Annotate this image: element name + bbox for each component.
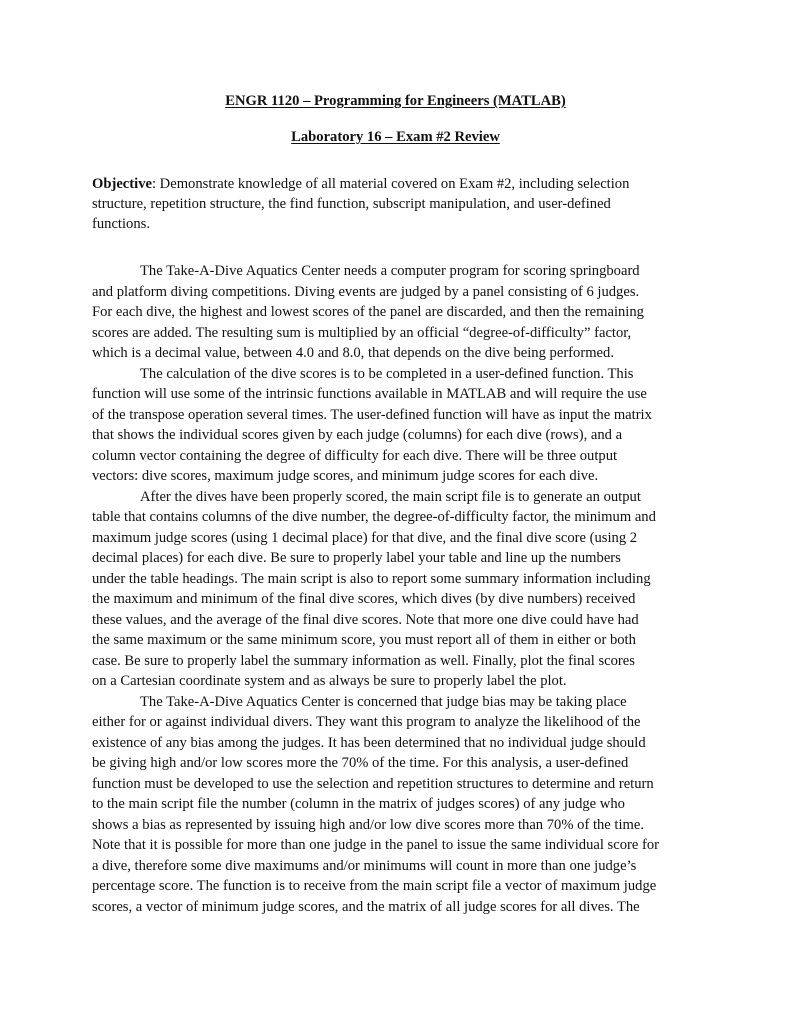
paragraph-line: of the transpose operation several times. The user-defined function will have as input the matrix bbox=[92, 406, 652, 423]
objective-line-2: structure, repetition structure, the find function, subscript manipulation, and user-defined bbox=[92, 196, 611, 212]
paragraph-line: scores, a vector of minimum judge scores, and the matrix of all judge scores for all dives. The bbox=[92, 898, 640, 915]
document-subtitle: Laboratory 16 – Exam #2 Review bbox=[291, 129, 500, 145]
objective-text: : Demonstrate knowledge of all material covered on Exam #2, including selection bbox=[151, 176, 630, 192]
paragraph-line: either for or against individual divers. They want this program to analyze the likelihood of the bbox=[92, 714, 641, 730]
paragraph-line: After the dives have been properly scored, the main script file is to generate an output bbox=[140, 488, 641, 505]
paragraph-line: these values, and the average of the final dive scores. Note that more one dive could have had bbox=[92, 611, 639, 628]
paragraph-line: be giving high and/or low scores more the 70% of the time. For this analysis, a user-defined bbox=[92, 755, 629, 771]
paragraph-line: scores are added. The resulting sum is multiplied by an official “degree-of-difficulty” factor, bbox=[92, 324, 632, 341]
objective-label: Objective bbox=[92, 176, 152, 192]
paragraph-line: maximum judge scores (using 1 decimal place) for that dive, and the final dive score (using 2 bbox=[92, 529, 638, 546]
paragraph-line: under the table headings. The main script is also to report some summary information including bbox=[92, 570, 651, 587]
paragraph-line: that shows the individual scores given by each judge (columns) for each dive (rows), and a bbox=[92, 427, 623, 443]
paragraph-line: Note that it is possible for more than one judge in the panel to issue the same individual score for bbox=[92, 837, 659, 853]
paragraph-line: table that contains columns of the dive number, the degree-of-difficulty factor, the minimum and bbox=[92, 509, 656, 525]
document-title: ENGR 1120 – Programming for Engineers (MATLAB) bbox=[225, 93, 566, 109]
paragraph-line: For each dive, the highest and lowest scores of the panel are discarded, and then the remaining bbox=[92, 304, 644, 320]
paragraph-line: on a Cartesian coordinate system and as always be sure to properly label the plot. bbox=[92, 673, 567, 689]
objective-line-3: functions. bbox=[92, 216, 150, 232]
paragraph-line: which is a decimal value, between 4.0 and 8.0, that depends on the dive being performed. bbox=[92, 345, 614, 361]
paragraph-line: decimal places) for each dive. Be sure to properly label your table and line up the numbers bbox=[92, 550, 621, 566]
paragraph-line: to the main script file the number (column in the matrix of judges scores) of any judge who bbox=[92, 796, 625, 812]
paragraph-line: The calculation of the dive scores is to be completed in a user-defined function. This bbox=[140, 365, 634, 382]
paragraph-line: case. Be sure to properly label the summary information as well. Finally, plot the final scores bbox=[92, 652, 635, 669]
paragraph-line: column vector containing the degree of difficulty for each dive. There will be three output bbox=[92, 447, 618, 464]
paragraph-line: the maximum and minimum of the final dive scores, which dives (by dive numbers) received bbox=[92, 591, 636, 607]
paragraph-line: function must be developed to use the selection and repetition structures to determine and return bbox=[92, 775, 654, 792]
paragraph-line: the same maximum or the same minimum score, you must report all of them in either or both bbox=[92, 632, 636, 648]
paragraph-line: existence of any bias among the judges. It has been determined that no individual judge should bbox=[92, 734, 646, 751]
objective-line-1 bbox=[92, 174, 629, 194]
paragraph-line: function will use some of the intrinsic functions available in MATLAB and will require the use bbox=[92, 386, 647, 402]
paragraph-line: a dive, therefore some dive maximums and/or minimums will count in more than one judge’s bbox=[92, 857, 637, 874]
paragraph-line: The Take-A-Dive Aquatics Center needs a computer program for scoring springboard bbox=[140, 263, 640, 279]
paragraph-line: and platform diving competitions. Diving events are judged by a panel consisting of 6 judges. bbox=[92, 283, 640, 300]
paragraph-line: The Take-A-Dive Aquatics Center is concerned that judge bias may be taking place bbox=[140, 693, 627, 710]
paragraph-line: vectors: dive scores, maximum judge scores, and minimum judge scores for each dive. bbox=[92, 468, 599, 484]
paragraph-line: shows a bias as represented by issuing high and/or low dive scores more than 70% of the time. bbox=[92, 816, 645, 833]
paragraph-line: percentage score. The function is to receive from the main script file a vector of maximum judge bbox=[92, 878, 657, 894]
